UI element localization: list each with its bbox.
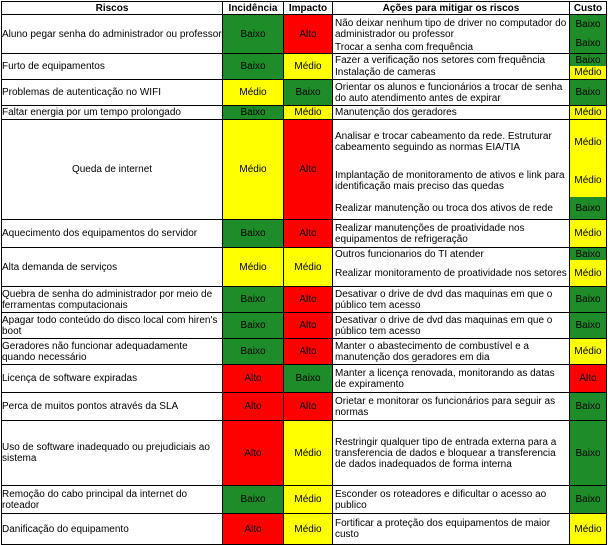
acoes-cell: [333, 220, 570, 248]
incidencia-level-baixo: Baixo: [240, 294, 266, 305]
acao-item: Orientar os alunos e funcionários a trocar de senha do auto atendimento antes de expirar: [335, 81, 563, 104]
impacto-level-baixo: Baixo: [295, 87, 321, 98]
incidencia-level-medio: Médio: [239, 164, 267, 175]
risk-cell: Perca de muitos pontos através da SLA: [2, 393, 223, 421]
risk-cell: Queda de internet: [2, 120, 223, 220]
acoes-cell: [333, 514, 570, 545]
acoes-cell: [333, 287, 570, 313]
acao-item: Realizar manutenções de proatividade nos equipamentos de refrigeração: [335, 222, 525, 245]
table-row: [2, 80, 607, 106]
acao-item: Não deixar nenhum tipo de driver no computador do administrador ou professor: [335, 17, 567, 40]
incidencia-cell: [223, 421, 284, 486]
incidencia-cell: [223, 120, 284, 220]
impacto-cell: [284, 287, 333, 313]
table-row: [2, 421, 607, 486]
impacto-level-alto: Alto: [299, 346, 317, 357]
risk-cell: Alta demanda de serviços: [2, 248, 223, 287]
risk-cell: Faltar energia por um tempo prolongado: [2, 106, 223, 120]
table-row: [2, 54, 607, 80]
acoes-cell: [333, 421, 570, 486]
impacto-cell: [284, 54, 333, 80]
custo-level-medio: Médio: [570, 66, 606, 79]
table-row: [2, 220, 607, 248]
acoes-cell: [333, 393, 570, 421]
risk-cell: Uso de software inadequado ou prejudiciais ao sistema: [2, 421, 223, 486]
incidencia-cell: [223, 365, 284, 393]
custo-level-baixo: Baixo: [570, 393, 606, 420]
impacto-cell: [284, 120, 333, 220]
impacto-cell: [284, 106, 333, 120]
impacto-cell: [284, 220, 333, 248]
table-row: [2, 514, 607, 545]
table-row: [2, 15, 607, 54]
acoes-cell: [333, 120, 570, 220]
acao-item: Outros funcionarios do TI atender: [335, 248, 484, 260]
incidencia-level-baixo: Baixo: [240, 28, 266, 40]
incidencia-cell: [223, 393, 284, 421]
custo-cell: [570, 106, 607, 120]
custo-cell: [570, 421, 607, 486]
risk-cell: Geradores não funcionar adequadamente quando necessário: [2, 339, 223, 365]
incidencia-level-baixo: Baixo: [240, 228, 266, 239]
incidencia-cell: [223, 220, 284, 248]
custo-level-baixo: Baixo: [570, 421, 606, 485]
custo-level-baixo: Baixo: [570, 54, 606, 66]
acao-item: Manter a licença renovada, monitorando as datas de expiramento: [335, 367, 555, 390]
header-impacto: Impacto: [284, 2, 333, 15]
impacto-cell: [284, 339, 333, 365]
custo-level-medio: Médio: [570, 106, 606, 119]
custo-level-baixo: Baixo: [570, 248, 606, 260]
impacto-cell: [284, 248, 333, 287]
acoes-cell: [333, 15, 570, 54]
custo-cell: [570, 80, 607, 106]
acoes-cell: [333, 80, 570, 106]
impacto-level-medio: Médio: [294, 447, 322, 459]
impacto-level-medio: Médio: [294, 107, 322, 118]
acoes-cell: [333, 313, 570, 339]
acao-item: Esconder os roteadores e dificultar o acesso ao publico: [335, 488, 547, 511]
custo-level-medio: Médio: [570, 260, 606, 286]
table-row: [2, 120, 607, 220]
custo-cell: [570, 15, 607, 54]
incidencia-level-baixo: Baixo: [240, 61, 266, 72]
risk-cell: Remoção do cabo principal da internet do roteador: [2, 486, 223, 514]
acao-item: Trocar a senha com frequência: [335, 42, 474, 53]
table-row: [2, 248, 607, 287]
impacto-level-medio: Médio: [294, 494, 322, 505]
custo-level-medio: Médio: [570, 164, 606, 197]
risk-cell: Licença de software expiradas: [2, 365, 223, 393]
custo-level-medio: Médio: [570, 514, 606, 544]
custo-level-baixo: Baixo: [570, 486, 606, 513]
incidencia-level-baixo: Baixo: [240, 320, 266, 331]
acoes-cell: [333, 339, 570, 365]
table-row: [2, 313, 607, 339]
risk-cell: Aluno pegar senha do administrador ou professor: [2, 15, 223, 54]
impacto-level-medio: Médio: [294, 61, 322, 72]
risk-table: [1, 1, 607, 545]
custo-cell: [570, 514, 607, 545]
custo-cell: [570, 313, 607, 339]
acao-item: Restringir qualquer tipo de entrada externa para a transferencia de dados e bloquear a transferencia de dados inadequados de forma interna: [335, 436, 557, 470]
incidencia-level-medio: Médio: [239, 261, 267, 273]
impacto-cell: [284, 80, 333, 106]
table-body: [2, 15, 607, 545]
impacto-level-alto: Alto: [299, 28, 317, 40]
impacto-cell: [284, 393, 333, 421]
custo-level-baixo: Baixo: [570, 34, 606, 53]
header-incidencia: Incidência: [223, 2, 284, 15]
incidencia-cell: [223, 15, 284, 54]
acoes-cell: [333, 365, 570, 393]
custo-cell: [570, 54, 607, 80]
acao-item: Analisar e trocar cabeamento da rede. Estruturar cabeamento seguindo as normas EIA/TIA: [335, 131, 552, 153]
custo-cell: [570, 287, 607, 313]
risk-cell: Apagar todo conteúdo do disco local com hiren's boot: [2, 313, 223, 339]
risk-cell: Aquecimento dos equipamentos do servidor: [2, 220, 223, 248]
impacto-level-medio: Médio: [294, 261, 322, 273]
acao-item: Realizar manutenção ou troca dos ativos de rede: [335, 202, 553, 214]
incidencia-cell: [223, 313, 284, 339]
incidencia-cell: [223, 339, 284, 365]
impacto-cell: [284, 421, 333, 486]
incidencia-cell: [223, 54, 284, 80]
custo-cell: [570, 486, 607, 514]
acao-item: Fortificar a proteção dos equipamentos de maior custo: [335, 518, 551, 540]
custo-level-medio: Médio: [570, 120, 606, 164]
acao-item: Fazer a verificação nos setores com frequência: [335, 54, 546, 66]
custo-level-baixo: Baixo: [570, 287, 606, 312]
incidencia-cell: [223, 514, 284, 545]
custo-cell: [570, 393, 607, 421]
incidencia-level-medio: Médio: [239, 87, 267, 98]
table-row: [2, 365, 607, 393]
impacto-cell: [284, 15, 333, 54]
header-acoes: Ações para mitigar os riscos: [333, 2, 570, 15]
impacto-level-alto: Alto: [299, 320, 317, 331]
impacto-cell: [284, 514, 333, 545]
custo-level-medio: Médio: [570, 339, 606, 364]
incidencia-level-alto: Alto: [244, 401, 262, 412]
custo-cell: [570, 120, 607, 220]
impacto-level-alto: Alto: [299, 401, 317, 412]
custo-level-alto: Alto: [570, 365, 606, 392]
incidencia-cell: [223, 248, 284, 287]
impacto-level-alto: Alto: [299, 294, 317, 305]
incidencia-level-alto: Alto: [244, 373, 262, 384]
acao-item: Orietar e monitorar os funcionários para seguir as normas: [335, 395, 556, 418]
impacto-level-alto: Alto: [299, 164, 317, 175]
acoes-cell: [333, 54, 570, 80]
custo-level-baixo: Baixo: [570, 80, 606, 105]
acao-item: Desativar o drive de dvd das maquinas em que o público tem acesso: [335, 314, 553, 337]
incidencia-cell: [223, 287, 284, 313]
table-row: [2, 106, 607, 120]
acoes-cell: [333, 486, 570, 514]
acao-item: Realizar monitoramento de proatividade nos setores: [335, 267, 567, 279]
incidencia-level-baixo: Baixo: [240, 346, 266, 357]
acao-item: Manter o abastecimento de combustível e a manutenção dos geradores em dia: [335, 340, 529, 363]
impacto-cell: [284, 486, 333, 514]
custo-cell: [570, 248, 607, 287]
incidencia-cell: [223, 486, 284, 514]
custo-level-baixo: Baixo: [570, 313, 606, 338]
impacto-level-medio: Médio: [294, 523, 322, 535]
impacto-level-baixo: Baixo: [295, 373, 321, 384]
acao-item: Instalação de cameras: [335, 67, 436, 78]
custo-cell: [570, 339, 607, 365]
risk-cell: Furto de equipamentos: [2, 54, 223, 80]
impacto-cell: [284, 313, 333, 339]
risk-cell: Quebra de senha do administrador por meio de ferramentas computacionais: [2, 287, 223, 313]
incidencia-level-baixo: Baixo: [240, 494, 266, 505]
header-riscos: Riscos: [2, 2, 223, 15]
acao-item: Manutenção dos geradores: [335, 107, 457, 118]
table-row: [2, 287, 607, 313]
incidencia-level-alto: Alto: [244, 447, 262, 459]
acoes-cell: [333, 106, 570, 120]
impacto-cell: [284, 365, 333, 393]
acoes-cell: [333, 248, 570, 287]
custo-level-medio: Médio: [570, 220, 606, 247]
incidencia-level-alto: Alto: [244, 523, 262, 535]
risk-cell: Danificação do equipamento: [2, 514, 223, 545]
custo-cell: [570, 220, 607, 248]
table-row: [2, 339, 607, 365]
table-row: [2, 486, 607, 514]
acao-item: Desativar o drive de dvd das maquinas em que o público tem acesso: [335, 288, 553, 311]
custo-level-baixo: Baixo: [570, 197, 606, 219]
custo-cell: [570, 365, 607, 393]
incidencia-cell: [223, 80, 284, 106]
incidencia-cell: [223, 106, 284, 120]
header-custo: Custo: [570, 2, 607, 15]
incidencia-level-baixo: Baixo: [240, 107, 266, 118]
custo-level-baixo: Baixo: [570, 15, 606, 34]
risk-cell: Problemas de autenticação no WIFI: [2, 80, 223, 106]
impacto-level-alto: Alto: [299, 228, 317, 239]
table-row: [2, 393, 607, 421]
acao-item: Implantação de monitoramento de ativos e link para identificação mais preciso das quedas: [335, 169, 565, 192]
header-row: [2, 2, 607, 15]
